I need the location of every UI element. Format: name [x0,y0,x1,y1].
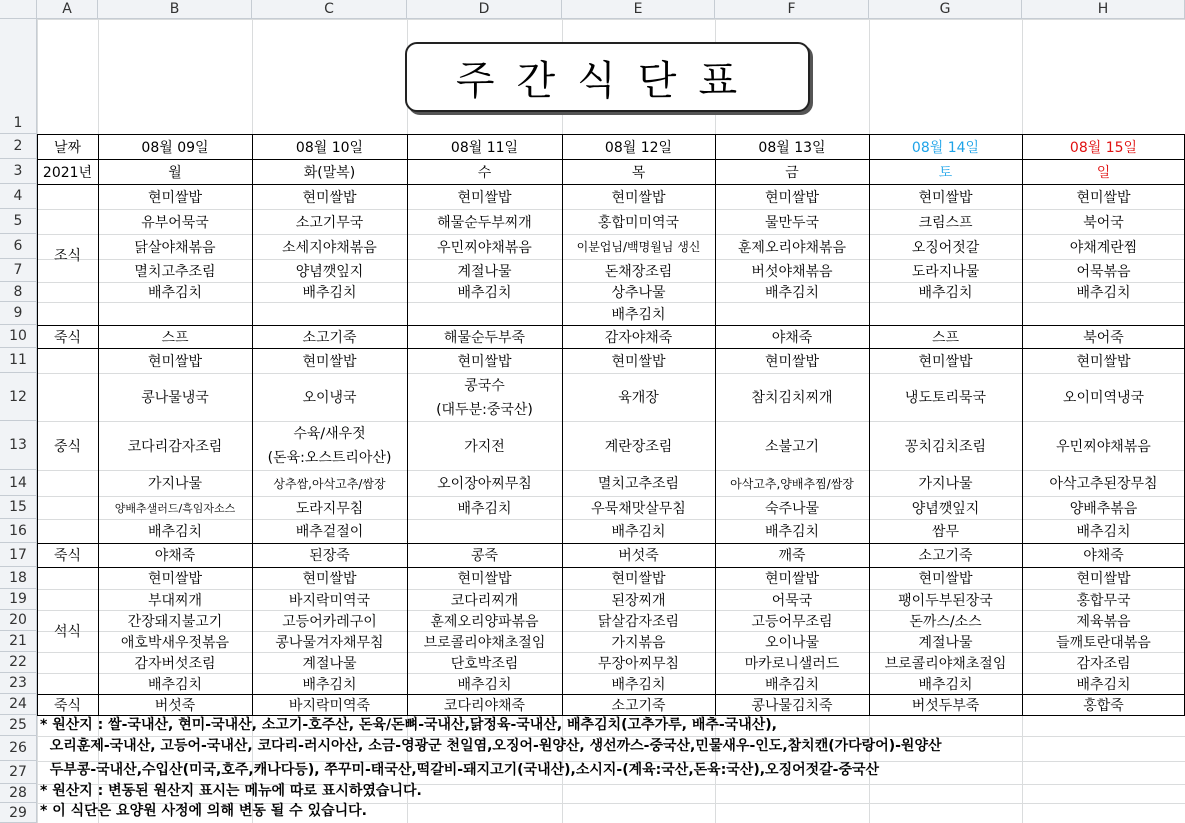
menu-item[interactable]: 배추김치 [1076,285,1131,301]
menu-item[interactable]: 배추겉절이 [295,524,364,540]
row-header-26[interactable]: 26 [0,736,37,761]
row-header-23[interactable]: 23 [0,673,37,694]
menu-item[interactable]: 가지나물 [918,476,973,492]
menu-item[interactable]: 도라지무침 [295,500,364,517]
menu-item[interactable]: 코다리감자조림 [127,438,223,455]
column-header-f[interactable]: F [715,0,869,19]
row-header-8[interactable]: 8 [0,282,37,302]
menu-item[interactable]: 현미쌀밥 [611,353,666,370]
row-header-7[interactable]: 7 [0,259,37,282]
row-header-19[interactable]: 19 [0,589,37,610]
day-cell[interactable]: 수 [477,164,492,181]
row-header-17[interactable]: 17 [0,543,37,567]
menu-item[interactable]: 코다리찌개 [450,592,519,609]
page-title: 주간식단표 [455,57,760,104]
menu-item[interactable]: 콩나물냉국 [141,390,209,406]
menu-item[interactable]: 양배추샐러드/흑임자소스 [114,501,236,515]
menu-item[interactable]: 배추김치 [611,676,666,693]
row-header-11[interactable]: 11 [0,348,37,373]
date-cell[interactable]: 08월 09일 [141,139,209,156]
menu-item-note[interactable]: (돈육:오스트리아산) [267,450,392,466]
row-header-4[interactable]: 4 [0,184,37,209]
column-header-g[interactable]: G [869,0,1022,19]
menu-item[interactable]: 소고기죽 [611,697,666,714]
menu-item[interactable]: 어묵국 [771,592,813,609]
menu-item[interactable]: 돈까스/소스 [909,613,982,630]
menu-item[interactable]: 돈채장조림 [604,263,673,280]
menu-item[interactable]: 바지락미역국 [288,592,371,609]
row-header-22[interactable]: 22 [0,652,37,673]
menu-item[interactable]: 오이냉국 [302,390,357,406]
table-border-v [252,134,253,715]
menu-item[interactable]: 배추김치 [302,285,357,301]
table-border-h [37,567,1185,568]
menu-item[interactable]: 된장찌개 [611,592,666,609]
menu-item[interactable]: 배추김치 [764,676,820,693]
menu-item[interactable]: 버섯죽 [154,697,196,714]
origin-note[interactable]: 두부콩-국내산,수입산(미국,호주,캐나다등), 쭈꾸미-태국산,떡갈비-돼지고기(국내산),소시지-(계육:국산,돈육:국산),오징어젓갈-중국산 [40,762,880,778]
menu-item[interactable]: 현미쌀밥 [147,571,203,587]
menu-item[interactable]: 현미쌀밥 [1076,353,1131,370]
table-border-v [715,134,716,715]
menu-item[interactable]: 고등어카레구이 [282,613,377,630]
menu-item[interactable]: 유부어묵국 [141,214,209,231]
section-breakfast[interactable]: 조식 [53,247,82,264]
row-header-15[interactable]: 15 [0,496,37,519]
table-border-h [37,159,1185,160]
table-border-v [562,134,563,715]
menu-item[interactable]: 참치김치찌개 [751,390,833,406]
menu-item[interactable]: 우묵채맛살무침 [591,500,686,517]
table-border-v [1022,134,1023,715]
menu-item[interactable]: 계란장조림 [604,438,673,455]
menu-item[interactable]: 마카로니샐러드 [744,655,840,672]
menu-item[interactable]: 오징어젓갈 [911,239,980,256]
column-header-e[interactable]: E [562,0,715,19]
menu-item[interactable] [715,302,869,325]
day-cell[interactable]: 금 [785,164,799,181]
menu-item[interactable]: 감자조림 [1076,655,1131,672]
menu-item[interactable]: 배추김치 [611,524,666,540]
menu-item[interactable]: 바지락미역죽 [288,697,371,714]
menu-item[interactable]: 양배추볶음 [1069,500,1138,517]
row-header-2[interactable]: 2 [0,134,37,159]
table-border-h [37,134,1185,135]
menu-item[interactable]: 현미쌀밥 [611,571,666,587]
column-header-b[interactable]: B [98,0,252,19]
row-header-24[interactable]: 24 [0,694,37,715]
menu-item[interactable]: 멸치고추조림 [597,476,680,492]
row-header-9[interactable]: 9 [0,302,37,325]
menu-item[interactable]: 북어죽 [1083,329,1124,346]
column-header-h[interactable]: H [1022,0,1185,19]
menu-item[interactable]: 우민찌야채볶음 [437,239,532,256]
menu-item[interactable]: 어묵볶음 [1076,263,1131,280]
menu-item[interactable]: 오이장아찌무침 [437,476,532,492]
menu-item[interactable]: 현미쌀밥 [611,189,666,206]
menu-item[interactable]: 이분업님/백명월님 생신 [576,240,701,254]
menu-item[interactable]: 소불고기 [764,438,820,455]
menu-item[interactable]: 간장돼지불고기 [127,613,223,630]
menu-item[interactable]: 계절나물 [918,634,973,651]
table-border-h [37,184,1185,185]
menu-item[interactable] [407,519,562,543]
row-header-10[interactable]: 10 [0,325,37,348]
menu-item[interactable]: 버섯야채볶음 [751,263,833,280]
date-cell[interactable]: 08월 11일 [450,139,519,156]
menu-item[interactable]: 계절나물 [457,263,512,280]
menu-item[interactable]: 배추김치 [457,500,512,517]
menu-item[interactable]: 소고기죽 [918,548,973,564]
menu-item[interactable]: 계절나물 [302,655,357,672]
origin-note[interactable]: * 이 식단은 요양원 사정에 의해 변동 될 수 있습니다. [40,803,367,819]
table-border-h [37,348,1185,349]
table-border-h [37,543,1185,544]
menu-item[interactable]: 배추김치 [147,524,203,540]
menu-item[interactable]: 현미쌀밥 [457,571,512,587]
origin-note[interactable]: * 원산지 : 쌀-국내산, 현미-국내산, 소고기-호주산, 돈육/돈뼈-국내산,닭정육-국내산, 배추김치(고추가루, 배추-국내산), [40,717,777,733]
menu-item[interactable]: 물만두국 [764,214,820,231]
menu-item[interactable]: 배추김치 [302,676,357,693]
row-header-27[interactable]: 27 [0,761,37,784]
row-header-21[interactable]: 21 [0,631,37,652]
table-border-v [407,134,408,715]
menu-item[interactable]: 도라지나물 [911,263,980,280]
menu-item[interactable]: 아삭고추된장무침 [1049,476,1158,492]
menu-item[interactable]: 양념깻잎지 [911,500,980,517]
menu-item[interactable]: 현미쌀밥 [147,353,203,370]
menu-item[interactable]: 배추김치 [1076,676,1131,693]
row-header-18[interactable]: 18 [0,567,37,589]
menu-item[interactable]: 깨죽 [778,548,806,564]
menu-item[interactable]: 해물순두부찌개 [437,214,532,231]
menu-item[interactable]: 양념깻잎지 [295,263,364,280]
menu-item[interactable]: 북어국 [1083,214,1124,231]
table-border-h [37,325,1185,326]
menu-item[interactable]: 야채죽 [1083,548,1124,564]
menu-item[interactable]: 우민찌야채볶음 [1056,438,1151,455]
table-border-h [37,715,1185,716]
column-header-a[interactable]: A [37,0,98,19]
date-cell[interactable]: 08월 14일 [911,139,980,156]
row-header-13[interactable]: 13 [0,421,37,470]
menu-item[interactable]: 브로콜리야채초절임 [884,655,1007,672]
table-border-h [37,694,1185,695]
menu-item[interactable]: 현미쌀밥 [1076,571,1131,587]
menu-item[interactable]: 배추김치 [764,285,820,301]
menu-item[interactable]: 배추김치 [457,676,512,693]
menu-item[interactable] [98,302,252,325]
menu-item[interactable]: 감자버섯조림 [134,655,216,672]
menu-item[interactable]: 감자야채죽 [604,329,673,346]
menu-item[interactable]: 현미쌀밥 [302,571,357,587]
row-header-20[interactable]: 20 [0,610,37,631]
menu-item[interactable]: 소고기죽 [302,329,357,346]
menu-item[interactable]: 해물순두부죽 [443,329,526,346]
row-header-14[interactable]: 14 [0,470,37,496]
menu-item[interactable]: 배추김치 [1076,524,1131,540]
menu-item[interactable]: 제육볶음 [1076,613,1131,630]
row-header-6[interactable]: 6 [0,234,37,259]
menu-item[interactable]: 현미쌀밥 [147,189,203,206]
row-header-16[interactable]: 16 [0,519,37,543]
menu-item[interactable]: 단호박조림 [450,655,519,672]
menu-item[interactable]: 코다리야채죽 [443,697,526,714]
menu-item[interactable]: 숙주나물 [764,500,820,517]
origin-note[interactable]: 오리훈제-국내산, 고등어-국내산, 코다리-러시아산, 소금-영광군 천일염,오징어-원양산, 생선까스-중국산,민물새우-인도,참치캔(가다랑어)-원양산 [40,738,942,754]
menu-item[interactable]: 들깨토란대볶음 [1056,634,1151,651]
menu-item[interactable]: 현미쌀밥 [302,353,357,370]
menu-item[interactable]: 오이나물 [764,634,820,651]
menu-item[interactable]: 현미쌀밥 [457,189,512,206]
day-cell[interactable]: 토 [938,164,953,181]
table-border-v [37,134,38,715]
menu-item[interactable]: 배추김치 [918,285,973,301]
menu-item[interactable]: 현미쌀밥 [918,353,973,370]
menu-item[interactable]: 현미쌀밥 [764,571,820,587]
day-cell[interactable]: 화(말복) [303,164,356,181]
menu-item[interactable]: 소세지야채볶음 [282,239,377,256]
date-cell[interactable]: 08월 12일 [604,139,673,156]
menu-item[interactable]: 배추김치 [918,676,973,693]
menu-item[interactable]: 육개장 [618,390,659,406]
section-porridge-3[interactable]: 죽식 [53,697,82,714]
row-header-25[interactable]: 25 [0,715,37,736]
section-porridge-2[interactable]: 죽식 [53,548,82,564]
column-header-d[interactable]: D [407,0,562,19]
menu-item[interactable]: 배추김치 [611,306,666,323]
menu-item[interactable]: 버섯두부죽 [911,697,980,714]
menu-item[interactable]: 버섯죽 [618,548,659,564]
menu-item[interactable]: 상추나물 [611,285,666,301]
menu-item[interactable]: 쌈무 [931,524,960,540]
menu-item[interactable]: 상추쌈,아삭고추/쌈장 [273,476,386,491]
column-header-c[interactable]: C [252,0,407,19]
day-cell[interactable]: 목 [631,164,646,181]
row-header-5[interactable]: 5 [0,209,37,234]
menu-item[interactable]: 배추김치 [457,285,512,301]
menu-item[interactable]: 홍합무국 [1076,592,1131,609]
menu-item[interactable]: 오이미역냉국 [1062,390,1145,406]
menu-item[interactable]: 야채죽 [154,548,196,564]
menu-item[interactable]: 콩나물겨자채무침 [275,634,384,651]
section-porridge-1[interactable]: 죽식 [53,329,82,346]
menu-item[interactable]: 멸치고추조림 [134,263,216,280]
section-dinner[interactable]: 석식 [53,623,82,640]
menu-item[interactable] [252,302,407,325]
row-header-3[interactable]: 3 [0,159,37,184]
menu-item[interactable]: 현미쌀밥 [302,189,357,206]
menu-item[interactable]: 콩나물김치죽 [751,697,833,714]
menu-item[interactable]: 콩국수 [464,378,505,394]
menu-item[interactable]: 수육/새우젓 [293,426,366,442]
menu-item[interactable]: 현미쌀밥 [457,353,512,370]
menu-item[interactable]: 가지볶음 [611,634,666,651]
menu-item[interactable]: 홍합죽 [1083,697,1124,714]
date-label[interactable]: 날짜 [53,139,82,156]
menu-item[interactable]: 스프 [931,329,960,346]
menu-item[interactable]: 홍합미미역국 [597,214,680,231]
menu-item[interactable]: 현미쌀밥 [918,571,973,587]
section-lunch[interactable]: 중식 [53,438,82,455]
menu-item[interactable]: 현미쌀밥 [764,189,820,206]
menu-item[interactable]: 현미쌀밥 [1076,189,1131,206]
date-cell[interactable]: 08월 15일 [1069,139,1138,156]
menu-item[interactable]: 배추김치 [147,285,203,301]
menu-item[interactable]: 브로콜리야채초절임 [423,634,546,651]
menu-item[interactable]: 된장죽 [309,548,350,564]
row-header-12[interactable]: 12 [0,373,37,421]
menu-item-note[interactable]: (대두분:중국산) [436,402,533,418]
date-cell[interactable]: 08월 10일 [295,139,364,156]
menu-item[interactable]: 고등어무조림 [751,613,833,630]
menu-item[interactable]: 아삭고추,양배추찜/쌈장 [730,476,854,491]
row-header-28[interactable]: 28 [0,784,37,803]
origin-note[interactable]: * 원산지 : 변동된 원산지 표시는 메뉴에 따로 표시하였습니다. [40,783,422,799]
menu-item[interactable]: 무장아찌무침 [597,655,680,672]
menu-item[interactable]: 콩죽 [470,548,499,564]
menu-item[interactable]: 냉도토리묵국 [904,390,987,406]
menu-item[interactable]: 훈제오리야채볶음 [737,239,847,256]
menu-item[interactable]: 스프 [161,329,189,346]
menu-item[interactable]: 배추김치 [764,524,820,540]
day-cell[interactable]: 일 [1096,164,1111,181]
menu-item[interactable] [407,302,562,325]
year-label[interactable]: 2021년 [42,164,93,181]
table-border-v [98,134,99,715]
menu-item[interactable]: 꽁치김치조림 [904,438,987,455]
menu-item[interactable]: 현미쌀밥 [918,189,973,206]
menu-item[interactable]: 야채죽 [771,329,813,346]
menu-item[interactable] [1022,302,1185,325]
title-box[interactable] [405,42,810,112]
menu-item[interactable]: 훈제오리양파볶음 [430,613,539,630]
menu-item[interactable]: 팽이두부된장국 [898,592,993,609]
row-header-29[interactable]: 29 [0,803,37,823]
select-all-corner[interactable] [0,0,37,19]
day-cell[interactable]: 월 [168,164,182,181]
menu-item[interactable]: 가지나물 [147,476,203,492]
table-border-v [869,134,870,715]
menu-item[interactable]: 현미쌀밥 [764,353,820,370]
date-cell[interactable]: 08월 13일 [758,139,826,156]
menu-item[interactable]: 야채계란찜 [1069,239,1138,256]
menu-item[interactable]: 닭살야채볶음 [134,239,216,256]
menu-item[interactable]: 크림스프 [918,214,973,231]
row-header-1[interactable]: 1 [0,19,37,134]
menu-item[interactable]: 가지전 [464,438,505,455]
menu-item[interactable]: 소고기무국 [295,214,364,231]
menu-item[interactable]: 부대찌개 [147,592,203,609]
menu-item[interactable]: 닭살감자조림 [597,613,680,630]
menu-item[interactable]: 애호박새우젓볶음 [120,634,230,651]
gridline-h [0,19,1185,20]
menu-item[interactable] [869,302,1022,325]
menu-item[interactable]: 배추김치 [147,676,203,693]
